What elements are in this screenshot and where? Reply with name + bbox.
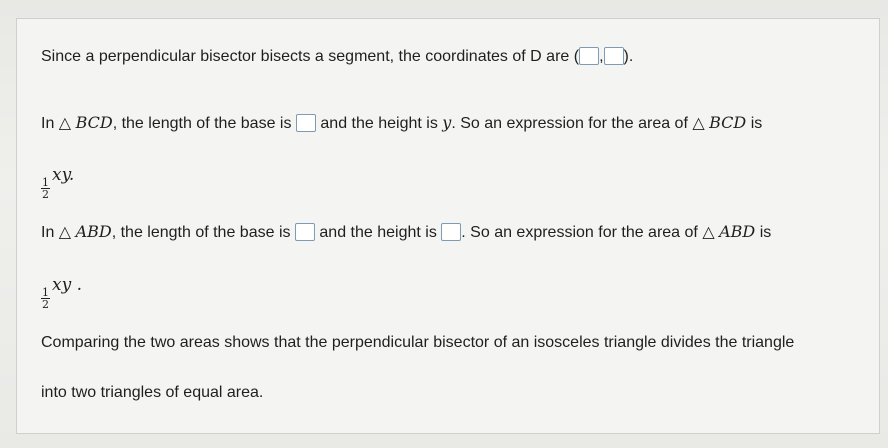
- fraction-one-half: [41, 177, 50, 200]
- abd-height-text: and the height is: [319, 224, 437, 241]
- statement-coordinates: [41, 47, 633, 67]
- bcd-base-input[interactable]: [296, 114, 316, 132]
- bcd-area-expr: xy.: [52, 165, 75, 185]
- triangle-abd-label: ABD: [75, 222, 112, 241]
- conclusion-line-1: Comparing the two areas shows that the perpendicular bisector of an isosceles triangle divides the triangle: [41, 334, 795, 351]
- statement-coordinates-text: Since a perpendicular bisector bisects a segment, the coordinates of D are: [41, 48, 570, 65]
- abd-height-input[interactable]: [441, 223, 461, 241]
- abd-area-expr: xy .: [52, 275, 82, 295]
- bcd-base-text: , the length of the base is: [112, 115, 292, 132]
- question-card: [16, 18, 880, 434]
- triangle-abd-label-2: ABD: [719, 222, 756, 241]
- bcd-area-text: . So an expression for the area of: [451, 115, 688, 132]
- abd-is: is: [759, 224, 772, 241]
- bcd-height-var: y: [442, 113, 452, 132]
- triangle-bcd-label: BCD: [75, 113, 113, 132]
- fraction-numerator: 1: [42, 286, 49, 299]
- triangle-symbol: △: [702, 222, 715, 241]
- abd-area-text: . So an expression for the area of: [461, 224, 698, 241]
- comma: ,: [599, 48, 604, 65]
- bcd-is: is: [750, 115, 763, 132]
- d-y-coordinate-input[interactable]: [604, 47, 624, 65]
- abd-base-input[interactable]: [295, 223, 315, 241]
- close-paren: ).: [623, 48, 634, 65]
- triangle-symbol: △: [58, 222, 72, 241]
- bcd-prefix: In: [41, 115, 55, 132]
- statement-abd: [41, 222, 771, 243]
- conclusion-line-2: into two triangles of equal area.: [41, 384, 264, 401]
- triangle-symbol: △: [692, 113, 705, 132]
- fraction-numerator: 1: [42, 176, 49, 189]
- open-paren: (: [573, 48, 580, 65]
- bcd-height-text: and the height is: [320, 115, 438, 132]
- bcd-area-expression: [41, 165, 74, 200]
- abd-area-expression: [41, 275, 82, 310]
- fraction-denominator: 2: [42, 188, 49, 201]
- abd-base-text: , the length of the base is: [111, 224, 291, 241]
- fraction-denominator: 2: [42, 298, 49, 311]
- triangle-bcd-label-2: BCD: [709, 113, 747, 132]
- statement-bcd: [41, 113, 762, 134]
- d-x-coordinate-input[interactable]: [579, 47, 599, 65]
- fraction-one-half: [41, 287, 50, 310]
- abd-prefix: In: [41, 224, 55, 241]
- triangle-symbol: △: [58, 113, 72, 132]
